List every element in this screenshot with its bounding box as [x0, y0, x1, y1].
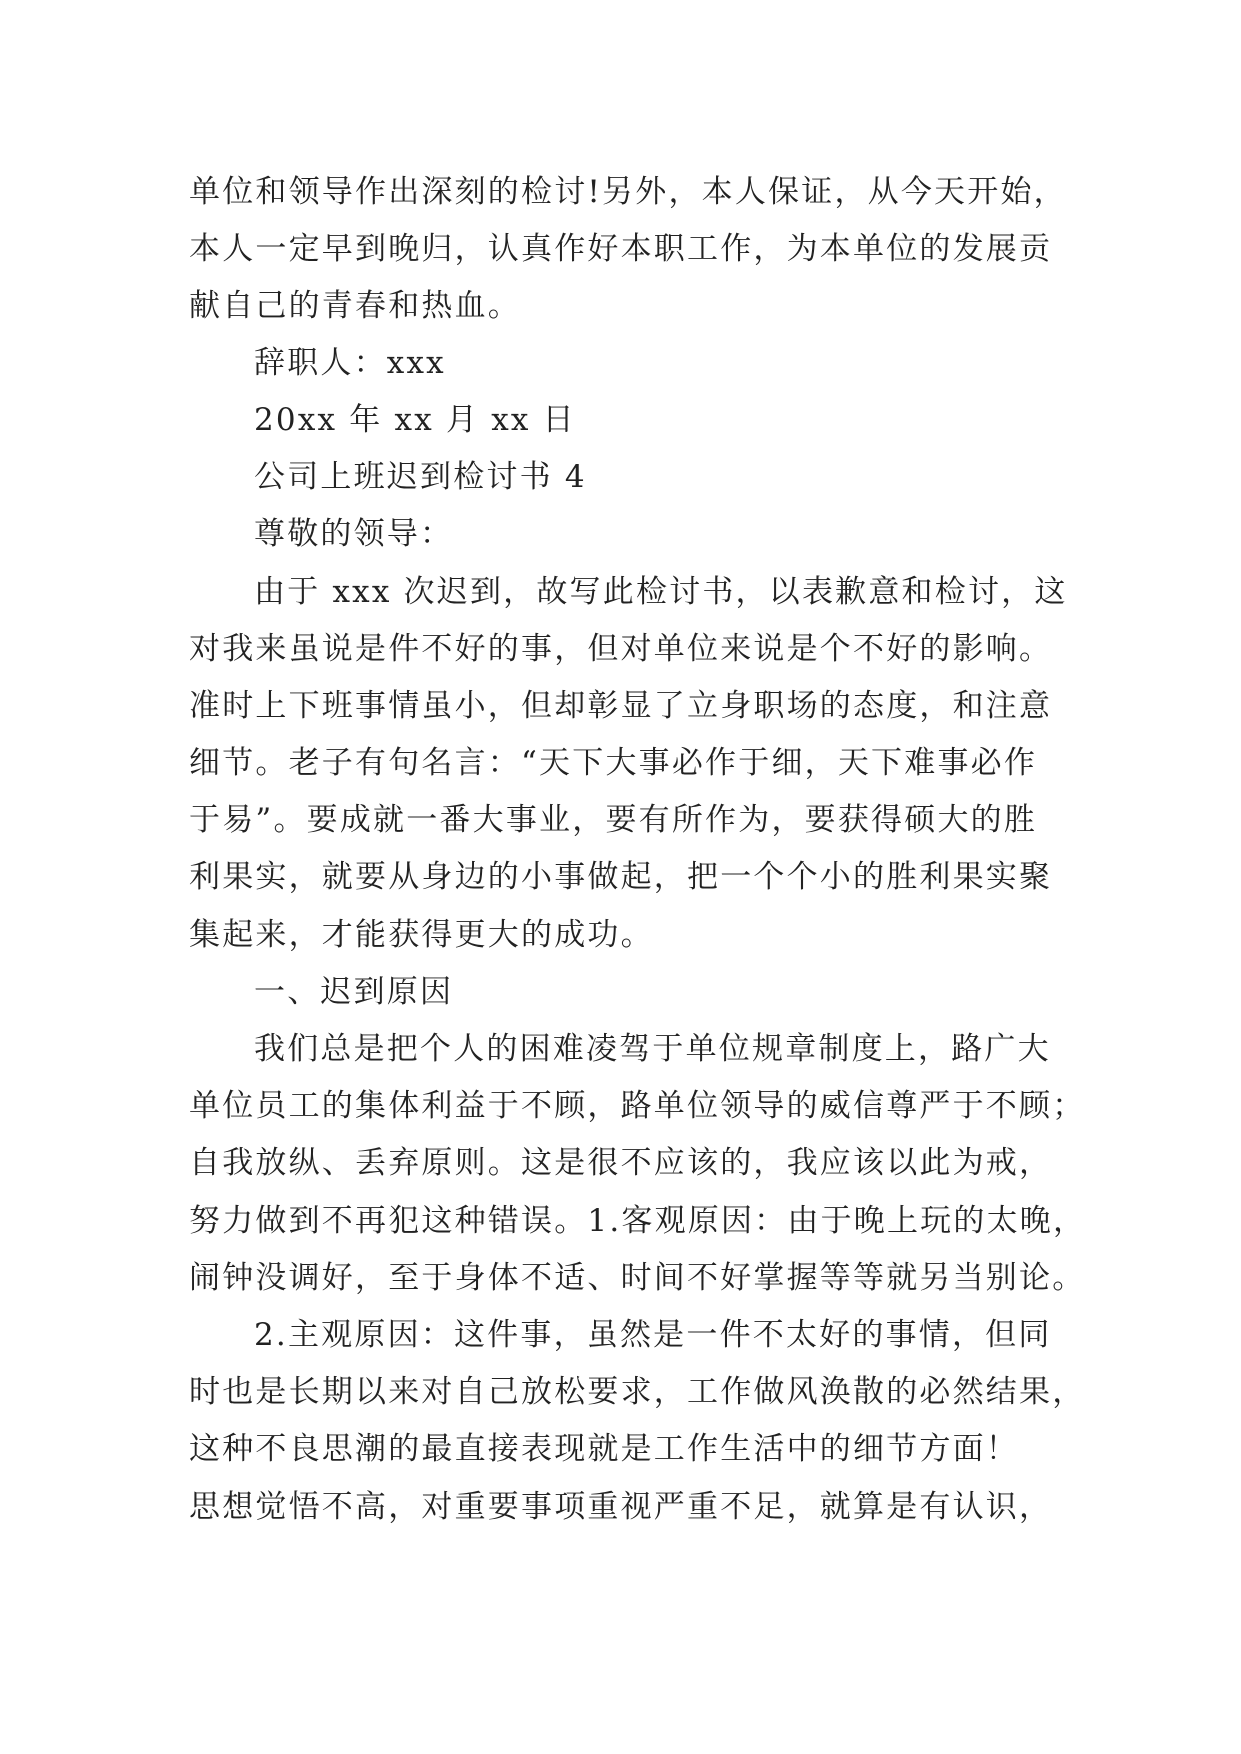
subheading: 一、迟到原因 — [254, 974, 454, 1010]
text-line: 闹钟没调好，至于身体不适、时间不好掌握等等就另当别论。 — [189, 1260, 1086, 1296]
text-line: 献自己的青春和热血。 — [189, 288, 521, 324]
text-line: 单位员工的集体利益于不顾，路单位领导的威信尊严于不顾； — [189, 1088, 1086, 1124]
text-line: 单位和领导作出深刻的检讨!另外，本人保证，从今天开始， — [189, 174, 1067, 210]
text-line: 我们总是把个人的困难凌驾于单位规章制度上，路广大 — [254, 1031, 1051, 1067]
text-line: 自我放纵、丢弃原则。这是很不应该的，我应该以此为戒， — [189, 1145, 1053, 1181]
text-line: 集起来，才能获得更大的成功。 — [189, 917, 654, 953]
text-line: 准时上下班事情虽小，但却彰显了立身职场的态度，和注意 — [189, 688, 1053, 724]
text-line: 由于 xxx 次迟到，故写此检讨书，以表歉意和检讨，这 — [254, 574, 1068, 610]
text-line: 对我来虽说是件不好的事，但对单位来说是个不好的影响。 — [189, 631, 1053, 667]
section-title: 公司上班迟到检讨书 4 — [254, 459, 587, 495]
text-line: 于易”。要成就一番大事业，要有所作为，要获得硕大的胜 — [189, 802, 1038, 838]
text-line: 细节。老子有句名言：“天下大事必作于细，天下难事必作 — [189, 745, 1038, 781]
signature-line: 辞职人：xxx — [254, 345, 446, 381]
text-line: 努力做到不再犯这种错误。1.客观原因：由于晚上玩的太晚， — [189, 1203, 1087, 1239]
text-line: 时也是长期以来对自己放松要求，工作做风涣散的必然结果， — [189, 1374, 1086, 1410]
text-line: 思想觉悟不高，对重要事项重视严重不足，就算是有认识， — [189, 1489, 1053, 1525]
date-line: 20xx 年 xx 月 xx 日 — [254, 402, 576, 438]
text-line: 这种不良思潮的最直接表现就是工作生活中的细节方面！ — [189, 1431, 1019, 1467]
text-line: 2.主观原因：这件事，虽然是一件不太好的事情，但同 — [254, 1317, 1052, 1353]
salutation: 尊敬的领导： — [254, 516, 454, 552]
text-line: 利果实，就要从身边的小事做起，把一个个小的胜利果实聚 — [189, 859, 1053, 895]
text-line: 本人一定早到晚归，认真作好本职工作，为本单位的发展贡 — [189, 231, 1053, 267]
